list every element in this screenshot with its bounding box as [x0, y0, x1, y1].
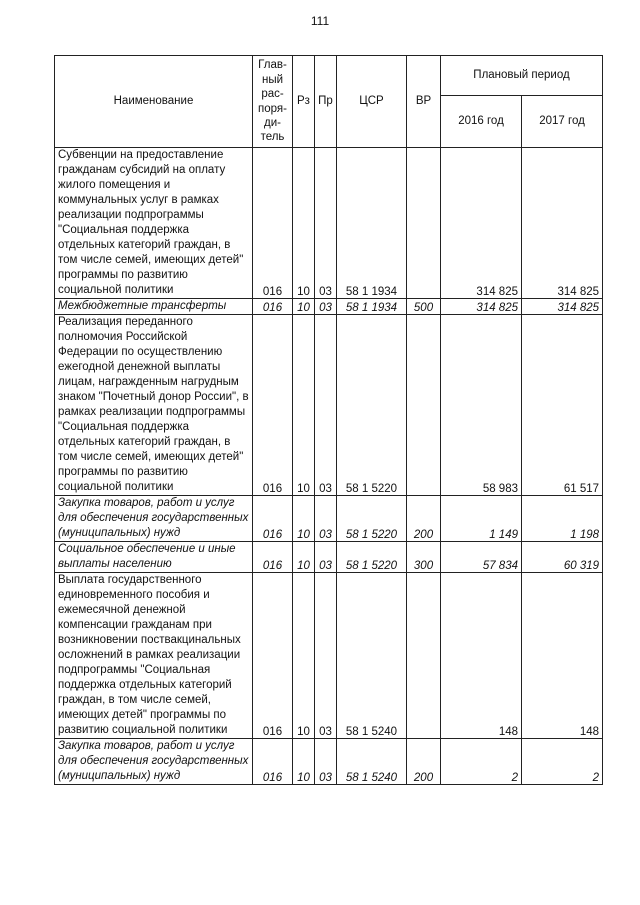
row-value-2017: 314 825: [522, 148, 603, 299]
row-rz: 10: [293, 739, 315, 785]
row-csr: 58 1 5220: [337, 542, 407, 573]
header-period: Плановый период: [441, 56, 603, 96]
header-vr: ВР: [407, 56, 441, 148]
row-value-2016: 1 149: [441, 496, 522, 542]
row-value-2017: 60 319: [522, 542, 603, 573]
row-vr: [407, 148, 441, 299]
row-value-2017: 1 198: [522, 496, 603, 542]
row-vr: [407, 573, 441, 739]
row-rz: 10: [293, 315, 315, 496]
row-csr: 58 1 1934: [337, 148, 407, 299]
header-glav: Глав-ный рас-поря-ди-тель: [253, 56, 293, 148]
table-row: [55, 299, 603, 315]
row-pr: 03: [315, 315, 337, 496]
row-value-2016: 314 825: [441, 148, 522, 299]
row-csr: 58 1 5240: [337, 573, 407, 739]
row-value-2017: 314 825: [522, 299, 603, 315]
table-row: [55, 148, 603, 299]
row-rz: 10: [293, 573, 315, 739]
row-vr: 200: [407, 739, 441, 785]
row-csr: 58 1 5220: [337, 496, 407, 542]
row-value-2016: 58 983: [441, 315, 522, 496]
row-rz: 10: [293, 299, 315, 315]
row-value-2016: 57 834: [441, 542, 522, 573]
row-csr: 58 1 1934: [337, 299, 407, 315]
row-value-2017: 2: [522, 739, 603, 785]
row-pr: 03: [315, 148, 337, 299]
row-glav: 016: [253, 573, 293, 739]
header-rz: Рз: [293, 56, 315, 148]
row-name: Выплата государственного единовременного пособия и ежемесячной денежной компенсации гражданам при возникновении поствакцинальных осложнений в рамках реализации подпрограммы "Социальная поддержка отдельных категорий граждан, в том числе семей, имеющих детей" программы по развитию социальной политики: [55, 573, 253, 739]
row-glav: 016: [253, 299, 293, 315]
row-csr: 58 1 5220: [337, 315, 407, 496]
header-pr: Пр: [315, 56, 337, 148]
row-pr: 03: [315, 299, 337, 315]
row-rz: 10: [293, 496, 315, 542]
row-pr: 03: [315, 739, 337, 785]
page-number: 111: [310, 14, 330, 28]
row-value-2016: 2: [441, 739, 522, 785]
row-vr: 300: [407, 542, 441, 573]
row-name: Социальное обеспечение и иные выплаты населению: [55, 542, 253, 573]
row-rz: 10: [293, 542, 315, 573]
row-glav: 016: [253, 315, 293, 496]
table-row: [55, 739, 603, 785]
row-glav: 016: [253, 739, 293, 785]
header-year-2017: 2017 год: [522, 96, 603, 148]
row-rz: 10: [293, 148, 315, 299]
table-row: [55, 542, 603, 573]
row-pr: 03: [315, 496, 337, 542]
row-vr: 200: [407, 496, 441, 542]
row-value-2016: 148: [441, 573, 522, 739]
row-vr: 500: [407, 299, 441, 315]
row-vr: [407, 315, 441, 496]
row-name: Межбюджетные трансферты: [55, 299, 253, 315]
row-glav: 016: [253, 496, 293, 542]
row-glav: 016: [253, 148, 293, 299]
row-name: Закупка товаров, работ и услуг для обеспечения государственных (муниципальных) нужд: [55, 496, 253, 542]
row-glav: 016: [253, 542, 293, 573]
row-name: Субвенции на предоставление гражданам субсидий на оплату жилого помещения и коммунальных услуг в рамках реализации подпрограммы "Социальная поддержка отдельных категорий граждан, в том числе семей, имеющих детей" программы по развитию социальной политики: [55, 148, 253, 299]
table-row: [55, 315, 603, 496]
header-csr: ЦСР: [337, 56, 407, 148]
row-name: Реализация переданного полномочия Российской Федерации по осуществлению ежегодной денежной выплаты лицам, награжденным нагрудным знаком "Почетный донор России", в рамках реализации подпрограммы "Социальная поддержка отдельных категорий граждан, в том числе семей, имеющих детей" программы по развитию социальной политики: [55, 315, 253, 496]
header-year-2016: 2016 год: [441, 96, 522, 148]
row-csr: 58 1 5240: [337, 739, 407, 785]
row-value-2016: 314 825: [441, 299, 522, 315]
header-name: Наименование: [55, 56, 253, 148]
table-row: [55, 496, 603, 542]
table-row: [55, 573, 603, 739]
row-value-2017: 61 517: [522, 315, 603, 496]
row-value-2017: 148: [522, 573, 603, 739]
table-body: [55, 148, 603, 785]
row-name: Закупка товаров, работ и услуг для обеспечения государственных (муниципальных) нужд: [55, 739, 253, 785]
row-pr: 03: [315, 573, 337, 739]
row-pr: 03: [315, 542, 337, 573]
budget-table: [54, 55, 603, 785]
